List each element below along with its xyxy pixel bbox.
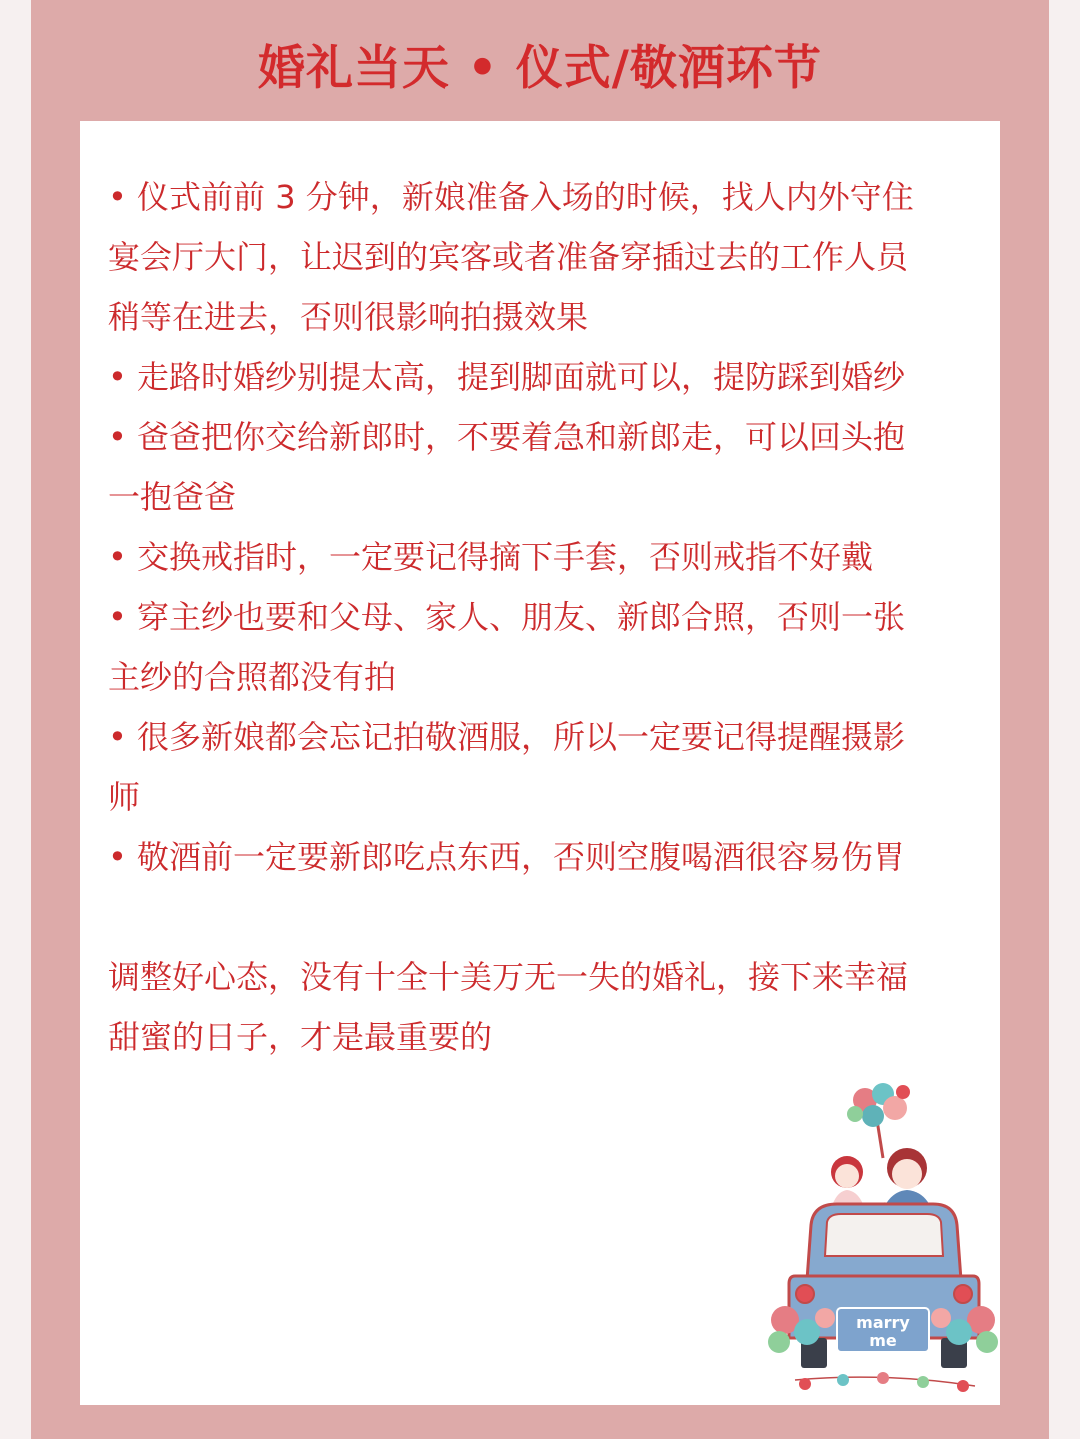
tip-line: • 仪式前前 3 分钟，新娘准备入场的时候，找人内外守住: [108, 178, 914, 216]
tip-line: 宴会厅大门，让迟到的宾客或者准备穿插过去的工作人员: [108, 238, 909, 276]
tip-line: 一抱爸爸: [108, 478, 237, 516]
tip-line: 主纱的合照都没有拍: [108, 658, 397, 696]
tip-line: • 敬酒前一定要新郎吃点东西，否则空腹喝酒很容易伤胃: [108, 838, 906, 876]
bouquet-icon: [847, 1083, 910, 1158]
plate-text-line2: me: [869, 1331, 897, 1350]
tip-line: 师: [108, 778, 141, 816]
paragraph-gap: [108, 887, 968, 947]
marry-me-plate: [837, 1308, 929, 1352]
page-title: 婚礼当天 • 仪式/敬酒环节: [258, 41, 822, 96]
tips-content: [108, 167, 968, 1067]
trailing-decor-icon: [795, 1372, 975, 1392]
tip-line: • 交换戒指时，一定要记得摘下手套，否则戒指不好戴: [108, 538, 874, 576]
tip-line: • 爸爸把你交给新郎时，不要着急和新郎走，可以回头抱: [108, 418, 906, 456]
tip-line: • 穿主纱也要和父母、家人、朋友、新郎合照，否则一张: [108, 598, 906, 636]
tip-line: • 很多新娘都会忘记拍敬酒服，所以一定要记得提醒摄影: [108, 718, 906, 756]
plate-text-line1: marry: [856, 1313, 910, 1332]
wedding-car-illustration: [765, 1080, 1001, 1400]
closing-line: 调整好心态，没有十全十美万无一失的婚礼，接下来幸福: [108, 958, 909, 996]
closing-line: 甜蜜的日子，才是最重要的: [108, 1018, 493, 1056]
tip-line: 稍等在进去，否则很影响拍摄效果: [108, 298, 589, 336]
tip-line: • 走路时婚纱别提太高，提到脚面就可以，提防踩到婚纱: [108, 358, 906, 396]
